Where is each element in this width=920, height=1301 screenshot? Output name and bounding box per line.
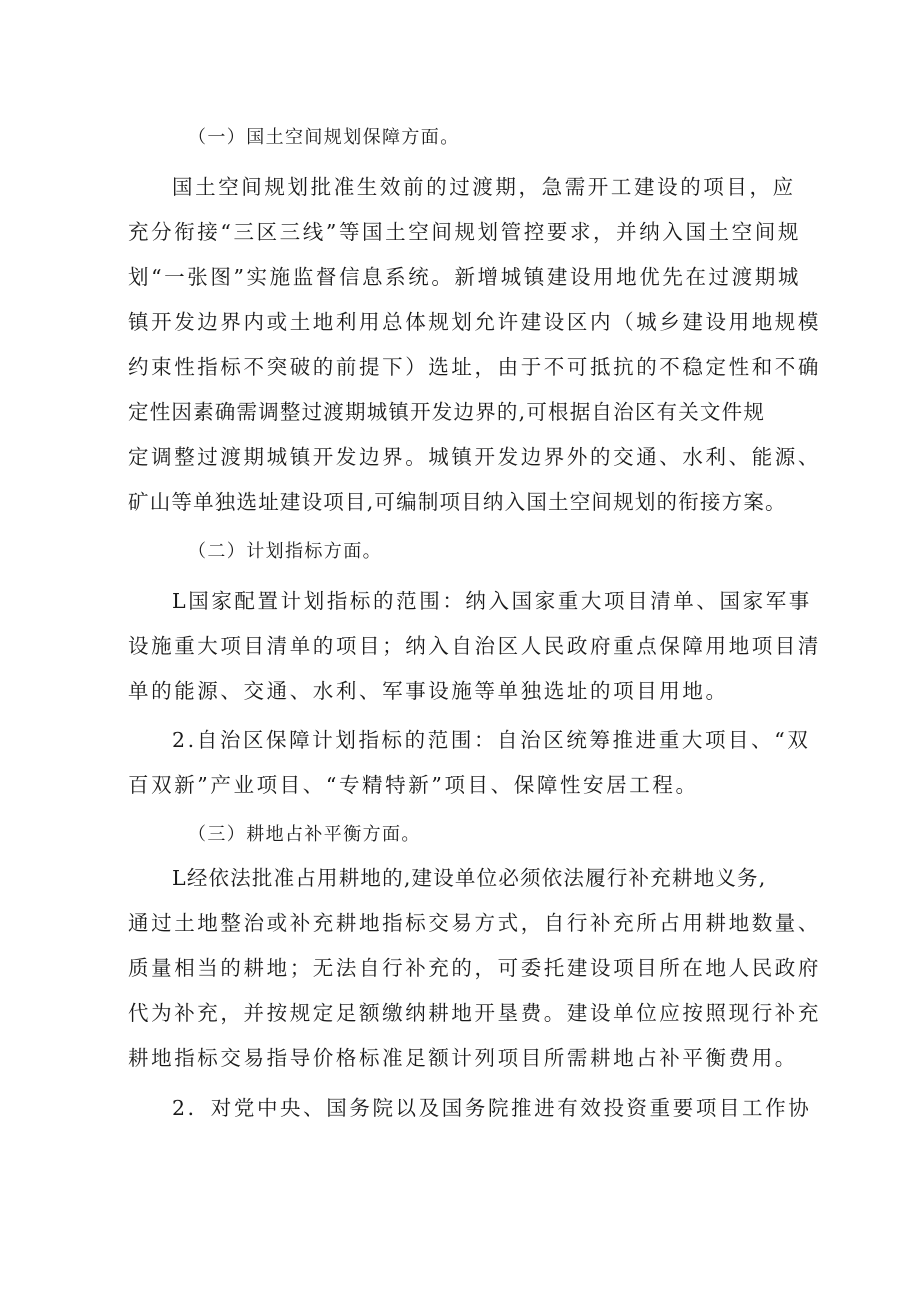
paragraph-line: 单的能源、交通、水利、军事设施等单独选址的项目用地。 bbox=[128, 679, 729, 703]
paragraph-line: 定调整过渡期城镇开发边界。城镇开发边界外的交通、水利、能源、 bbox=[128, 445, 821, 469]
section-heading-1: （一）国土空间规划保障方面。 bbox=[188, 127, 460, 148]
paragraph-line: 设施重大项目清单的项目；纳入自治区人民政府重点保障用地项目清 bbox=[128, 634, 821, 658]
paragraph-line: 质量相当的耕地；无法自行补充的，可委托建设项目所在地人民政府 bbox=[128, 956, 821, 980]
paragraph-line: L经依法批准占用耕地的,建设单位必须依法履行补充耕地义务, bbox=[172, 866, 767, 890]
paragraph-line: 2.自治区保障计划指标的范围：自治区统筹推进重大项目、“双 bbox=[172, 728, 811, 752]
paragraph-line: 代为补充，并按规定足额缴纳耕地开垦费。建设单位应按照现行补充 bbox=[128, 1001, 821, 1025]
section-heading-2: （二）计划指标方面。 bbox=[188, 541, 382, 562]
paragraph-line: 矿山等单独选址建设项目,可编制项目纳入国土空间规划的衔接方案。 bbox=[128, 490, 787, 514]
section-heading-3: （三）耕地占补平衡方面。 bbox=[188, 824, 421, 845]
paragraph-line: 镇开发边界内或土地利用总体规划允许建设区内（城乡建设用地规模 bbox=[128, 310, 821, 334]
paragraph-line: L国家配置计划指标的范围：纳入国家重大项目清单、国家军事 bbox=[172, 589, 812, 613]
paragraph-line: 定性因素确需调整过渡期城镇开发边界的,可根据自治区有关文件规 bbox=[128, 400, 766, 424]
paragraph-line: 耕地指标交易指导价格标准足额计列项目所需耕地占补平衡费用。 bbox=[128, 1046, 798, 1070]
paragraph-line: 2．对党中央、国务院以及国务院推进有效投资重要项目工作协 bbox=[172, 1096, 812, 1120]
paragraph-line: 通过土地整治或补充耕地指标交易方式，自行补充所占用耕地数量、 bbox=[128, 911, 821, 935]
paragraph-line: 国土空间规划批准生效前的过渡期，急需开工建设的项目，应 bbox=[172, 175, 796, 199]
paragraph-line: 约束性指标不突破的前提下）选址，由于不可抵抗的不稳定性和不确 bbox=[128, 355, 821, 379]
paragraph-line: 充分衔接“三区三线”等国土空间规划管控要求，并纳入国土空间规 bbox=[128, 220, 801, 244]
paragraph-line: 划“一张图”实施监督信息系统。新增城镇建设用地优先在过渡期城 bbox=[128, 265, 801, 289]
paragraph-line: 百双新”产业项目、“专精特新”项目、保障性安居工程。 bbox=[128, 773, 699, 797]
